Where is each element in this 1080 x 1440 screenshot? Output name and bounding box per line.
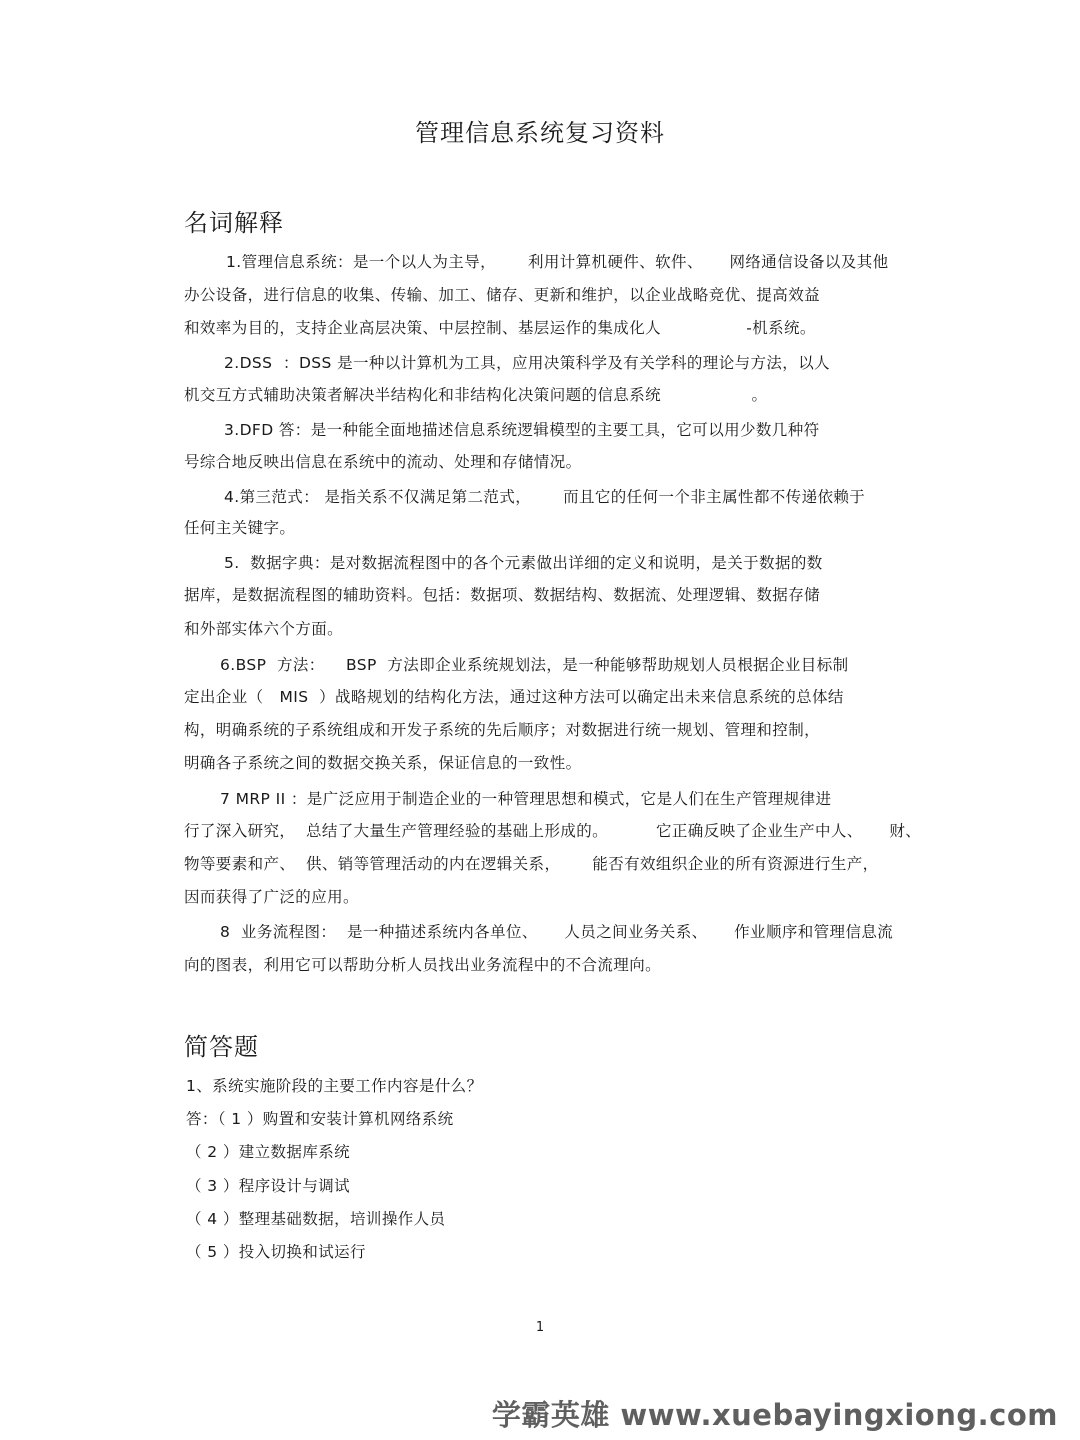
document-title: 管理信息系统复习资料 <box>415 119 665 147</box>
text-line: 2.DSS ：DSS 是一种以计算机为工具，应用决策科学及有关学科的理论与方法，以人 <box>224 354 830 372</box>
answer-line: （ 3 ）程序设计与调试 <box>186 1177 351 1195</box>
text-line: 号综合地反映出信息在系统中的流动、处理和存储情况。 <box>184 453 582 471</box>
text-line: 3.DFD 答：是一种能全面地描述信息系统逻辑模型的主要工具，它可以用少数几种符 <box>224 421 820 439</box>
answer-line: （ 4 ）整理基础数据，培训操作人员 <box>186 1210 446 1228</box>
text-line: 据库，是数据流程图的辅助资料。包括：数据项、数据结构、数据流、处理逻辑、数据存储 <box>184 586 821 604</box>
text-line: 机交互方式辅助决策者解决半结构化和非结构化决策问题的信息系统 。 <box>184 386 768 404</box>
text-line: 物等要素和产、 供、销等管理活动的内在逻辑关系， 能否有效组织企业的所有资源进行生产， <box>184 855 879 873</box>
watermark: 学霸英雄 www.xuebayingxiong.com <box>491 1398 1058 1432</box>
text-line: 因而获得了广泛的应用。 <box>184 888 359 906</box>
text-line: 和效率为目的，支持企业高层决策、中层控制、基层运作的集成化人 -机系统。 <box>184 319 816 337</box>
text-line: 明确各子系统之间的数据交换关系，保证信息的一致性。 <box>184 754 582 772</box>
text-line: 7 MRP II ：是广泛应用于制造企业的一种管理思想和模式，它是人们在生产管理规律进 <box>220 790 832 808</box>
text-line: 8 业务流程图： 是一种描述系统内各单位、 人员之间业务关系、 作业顺序和管理信息流 <box>220 923 894 941</box>
text-line: 5. 数据字典：是对数据流程图中的各个元素做出详细的定义和说明，是关于数据的数 <box>224 554 823 572</box>
answer-line: 答：（ 1 ）购置和安装计算机网络系统 <box>186 1110 454 1128</box>
text-line: 1.管理信息系统：是一个以人为主导， 利用计算机硬件、软件、 网络通信设备以及其他 <box>226 253 889 271</box>
text-line: 行了深入研究， 总结了大量生产管理经验的基础上形成的。 它正确反映了企业生产中人、 财、 <box>184 822 922 840</box>
section-heading-short-answer: 简答题 <box>184 1033 259 1061</box>
text-line: 和外部实体六个方面。 <box>184 620 344 638</box>
text-line: 6.BSP 方法： BSP 方法即企业系统规划法，是一种能够帮助规划人员根据企业目标制 <box>220 656 849 674</box>
answer-line: （ 2 ）建立数据库系统 <box>186 1143 351 1161</box>
text-line: 4.第三范式： 是指关系不仅满足第二范式， 而且它的任何一个非主属性都不传递依赖于 <box>224 488 866 506</box>
text-line: 定出企业（ MIS ）战略规划的结构化方法，通过这种方法可以确定出未来信息系统的总体结 <box>184 688 844 706</box>
question-line: 1、系统实施阶段的主要工作内容是什么？ <box>186 1077 483 1095</box>
text-line: 构，明确系统的子系统组成和开发子系统的先后顺序；对数据进行统一规划、管理和控制， <box>184 721 821 739</box>
text-line: 向的图表，利用它可以帮助分析人员找出业务流程中的不合流理向。 <box>184 956 662 974</box>
section-heading-definitions: 名词解释 <box>184 209 284 237</box>
answer-line: （ 5 ）投入切换和试运行 <box>186 1243 366 1261</box>
text-line: 任何主关键字。 <box>184 519 296 537</box>
text-line: 办公设备，进行信息的收集、传输、加工、储存、更新和维护，以企业战略竞优、提高效益 <box>184 286 821 304</box>
page-number: 1 <box>535 1320 545 1335</box>
